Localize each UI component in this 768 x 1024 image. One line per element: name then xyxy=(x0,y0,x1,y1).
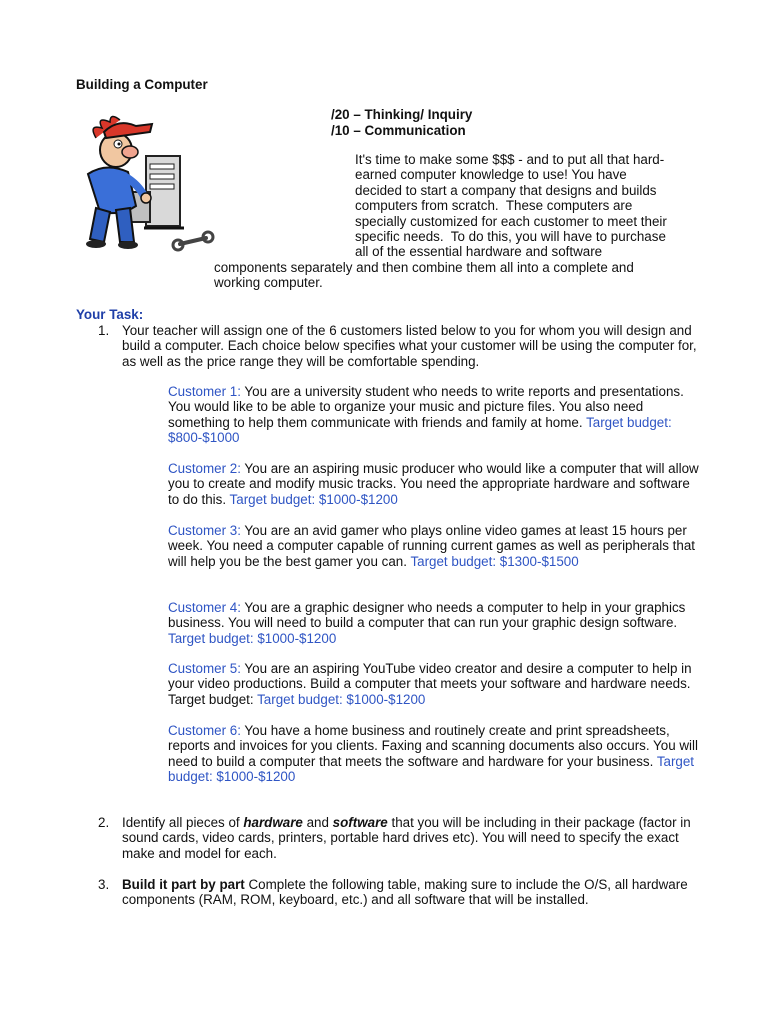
customer-description: You are an aspiring YouTube video creator and desire a computer to help in your video productions. Build a computer that meets your software and hardware needs. xyxy=(168,661,692,692)
intro-line: components separately and then combine them all into a complete and xyxy=(214,259,634,275)
customer-description: You are an avid gamer who plays online video games at least 15 hours per week. You need a computer capable of running current games as well as peripherals that will help you be the best gamer you can. xyxy=(168,523,696,569)
item-text-pre: Identify all pieces of xyxy=(122,815,244,830)
customer-description: You have a home business and routinely create and print spreadsheets, reports and invoices for you clients. Faxing and scanning documents also occurs. You will need to build a computer that meets the software and hardware for your business. xyxy=(168,723,698,769)
customer-description: You are a university student who needs to write reports and presentations. You would like to be able to organize your music and picture files. You also need something to help them communicate with friends and family at home. xyxy=(168,384,684,430)
customer-description: You are a graphic designer who needs a computer to help in your graphics business. You will need to build a computer that can run your graphic design software. xyxy=(168,600,686,631)
customer-6 xyxy=(168,723,703,785)
customer-budget: Target budget: $1000-$1200 xyxy=(229,491,398,507)
customer-label: Customer 6: xyxy=(168,723,241,738)
intro-line: decided to start a company that designs and builds xyxy=(355,182,657,198)
marks-communication: /10 – Communication xyxy=(331,123,466,138)
hardware-term: hardware xyxy=(243,815,303,830)
customer-1 xyxy=(168,384,703,446)
intro-line: all of the essential hardware and software xyxy=(355,244,603,260)
item-text-mid: and xyxy=(302,815,333,830)
customer-budget: Target budget: $1000-$1200 xyxy=(168,753,695,785)
software-term: software xyxy=(332,815,388,830)
marks-thinking: /20 – Thinking/ Inquiry xyxy=(331,107,473,122)
item-number: 3. xyxy=(98,877,110,892)
customer-4 xyxy=(168,600,703,646)
task-heading: Your Task: xyxy=(76,307,144,322)
intro-line: specific needs. To do this, you will have to purchase xyxy=(355,229,666,245)
customer-budget-spacer: Target budget: xyxy=(168,691,258,707)
computer-builder-clipart-icon xyxy=(66,104,216,254)
intro-line: working computer. xyxy=(214,275,323,291)
intro-line: specially customized for each customer to meet their xyxy=(355,213,667,229)
customer-budget: Target budget: $800-$1000 xyxy=(168,414,672,446)
page-title: Building a Computer xyxy=(76,77,208,92)
item-text: Your teacher will assign one of the 6 customers listed below to you for whom you will design and build a computer. Each choice below specifies what your customer will be using the computer for, as well as the price range they will be comfortable spending. xyxy=(122,323,697,369)
item-lead: Build it part by part xyxy=(122,877,245,892)
item-text xyxy=(122,815,702,861)
item-text-body: Complete the following table, making sure to include the O/S, all hardware components (RAM, ROM, keyboard, etc.) and all software that will be installed. xyxy=(122,877,688,908)
intro-line: computers from scratch. These computers are xyxy=(355,198,633,214)
customer-label: Customer 3: xyxy=(168,523,241,538)
item-text-post: that you will be including in their package (factor in sound cards, video cards, printers, portable hard drives etc). You will need to specify the exact make and model for each. xyxy=(122,815,691,861)
customer-budget: Target budget: $1000-$1200 xyxy=(257,691,426,707)
customer-budget: Target budget: $1300-$1500 xyxy=(410,553,579,569)
item-number: 2. xyxy=(98,815,110,830)
item-text xyxy=(122,877,702,908)
customer-label: Customer 2: xyxy=(168,461,241,476)
customer-3 xyxy=(168,523,703,569)
intro-paragraph xyxy=(214,152,694,291)
customer-5 xyxy=(168,661,703,707)
intro-line: earned computer knowledge to use! You have xyxy=(355,167,627,183)
intro-line: It's time to make some $$$ - and to put all that hard- xyxy=(355,152,665,167)
customer-2 xyxy=(168,461,703,507)
item-number: 1. xyxy=(98,323,110,338)
customer-description: You are an aspiring music producer who would like a computer that will allow you to create and modify music tracks. You need the appropriate hardware and software to do this. xyxy=(168,461,699,507)
customer-budget: Target budget: $1000-$1200 xyxy=(168,630,337,646)
customer-label: Customer 1: xyxy=(168,384,241,399)
customer-label: Customer 5: xyxy=(168,661,241,676)
customer-label: Customer 4: xyxy=(168,600,241,615)
marks-block xyxy=(331,107,472,139)
